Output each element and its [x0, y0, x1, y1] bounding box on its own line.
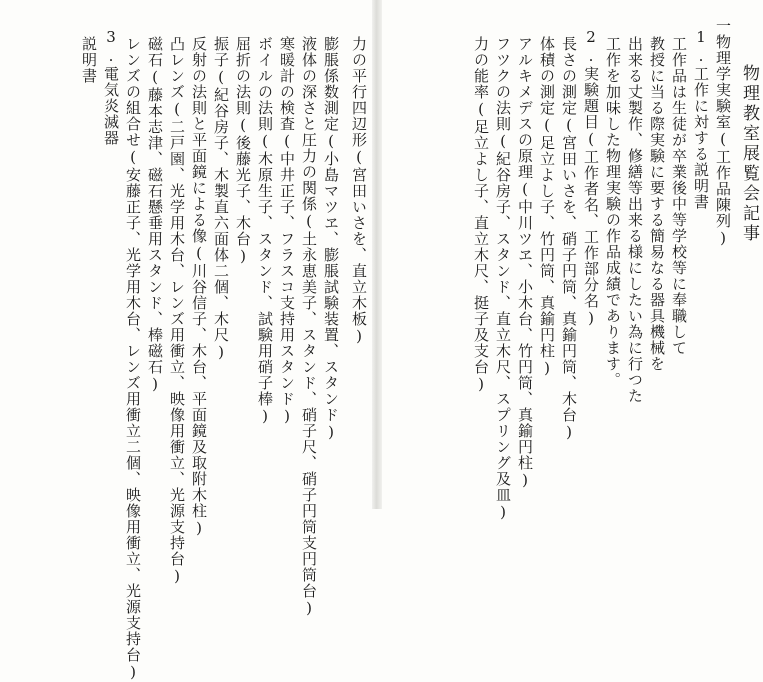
body-line: 出来る丈製作、修繕等出来る様にしたい為に行つた: [626, 36, 644, 404]
body-line: 力の能率(足立よし子、直立木尺、挺子及支台): [472, 36, 490, 394]
subsection-heading: 3.電気炎滅器: [102, 28, 120, 146]
subsection-heading: 2.実験題目(工作者名、工作部分名): [582, 28, 600, 328]
body-line: 体積の測定(足立よし子、竹円筒、真鍮円柱): [538, 36, 556, 378]
body-line: ボイルの法則(木原生子、スタンド、試験用硝子棒): [256, 36, 274, 426]
body-line: 長さの測定(宮田いさを、硝子円筒、真鍮円筒、木台): [560, 36, 578, 442]
body-line: 磁石(藤本志津、磁石懸垂用スタンド、棒磁石): [146, 36, 164, 394]
section-heading: 一物理学実験室(工作品陳列): [714, 18, 732, 248]
document-title: 物理教室展覧会記事: [739, 64, 759, 244]
body-line: 寒暖計の検査(中井正子、フラスコ支持用スタンド): [278, 36, 296, 426]
body-line: 教授に当る際実験に要する簡易なる器具機械を: [648, 36, 666, 372]
body-line: 工作を加味した物理実験の作品成績であります。: [604, 36, 622, 388]
body-line: 振子(紀谷房子、木製直六面体二個、木尺): [212, 36, 230, 362]
body-line: 液体の深さと圧力の関係(土永恵美子、スタンド、硝子尺、硝子円筒支円筒台): [300, 36, 318, 618]
body-line: アルキメデスの原理(中川ツヱ、小木台、竹円筒、真鍮円柱): [516, 36, 534, 490]
body-line: 反射の法則と平面鏡による像(川谷信子、木台、平面鏡及取附木柱): [190, 36, 208, 538]
body-line: 工作品は生徒が卒業後中等学校等に奉職して: [670, 36, 688, 356]
body-line: 説明書: [80, 36, 98, 84]
body-line: 屈折の法則(後藤光子、木台): [234, 36, 252, 266]
body-line: レンズの組合せ(安藤正子、光学用木台、レンズ用衝立二個、映像用衝立、光源支持台): [124, 36, 142, 682]
page-gutter: [372, 0, 382, 509]
body-line: フツクの法則(紀谷房子、スタンド、直立木尺、スプリング及皿): [494, 36, 512, 522]
left-page: [6, 14, 370, 682]
body-line: 膨脹係数測定(小島マツヱ、膨脹試験装置、スタンド): [322, 36, 340, 442]
subsection-heading: 1.工作に対する説明書: [692, 28, 710, 210]
body-line: 力の平行四辺形(宮田いさを、直立木板): [350, 36, 368, 346]
body-line: 凸レンズ(二戸園、光学用木台、レンズ用衝立、映像用衝立、光源支持台): [168, 36, 186, 586]
right-page: [388, 14, 760, 522]
